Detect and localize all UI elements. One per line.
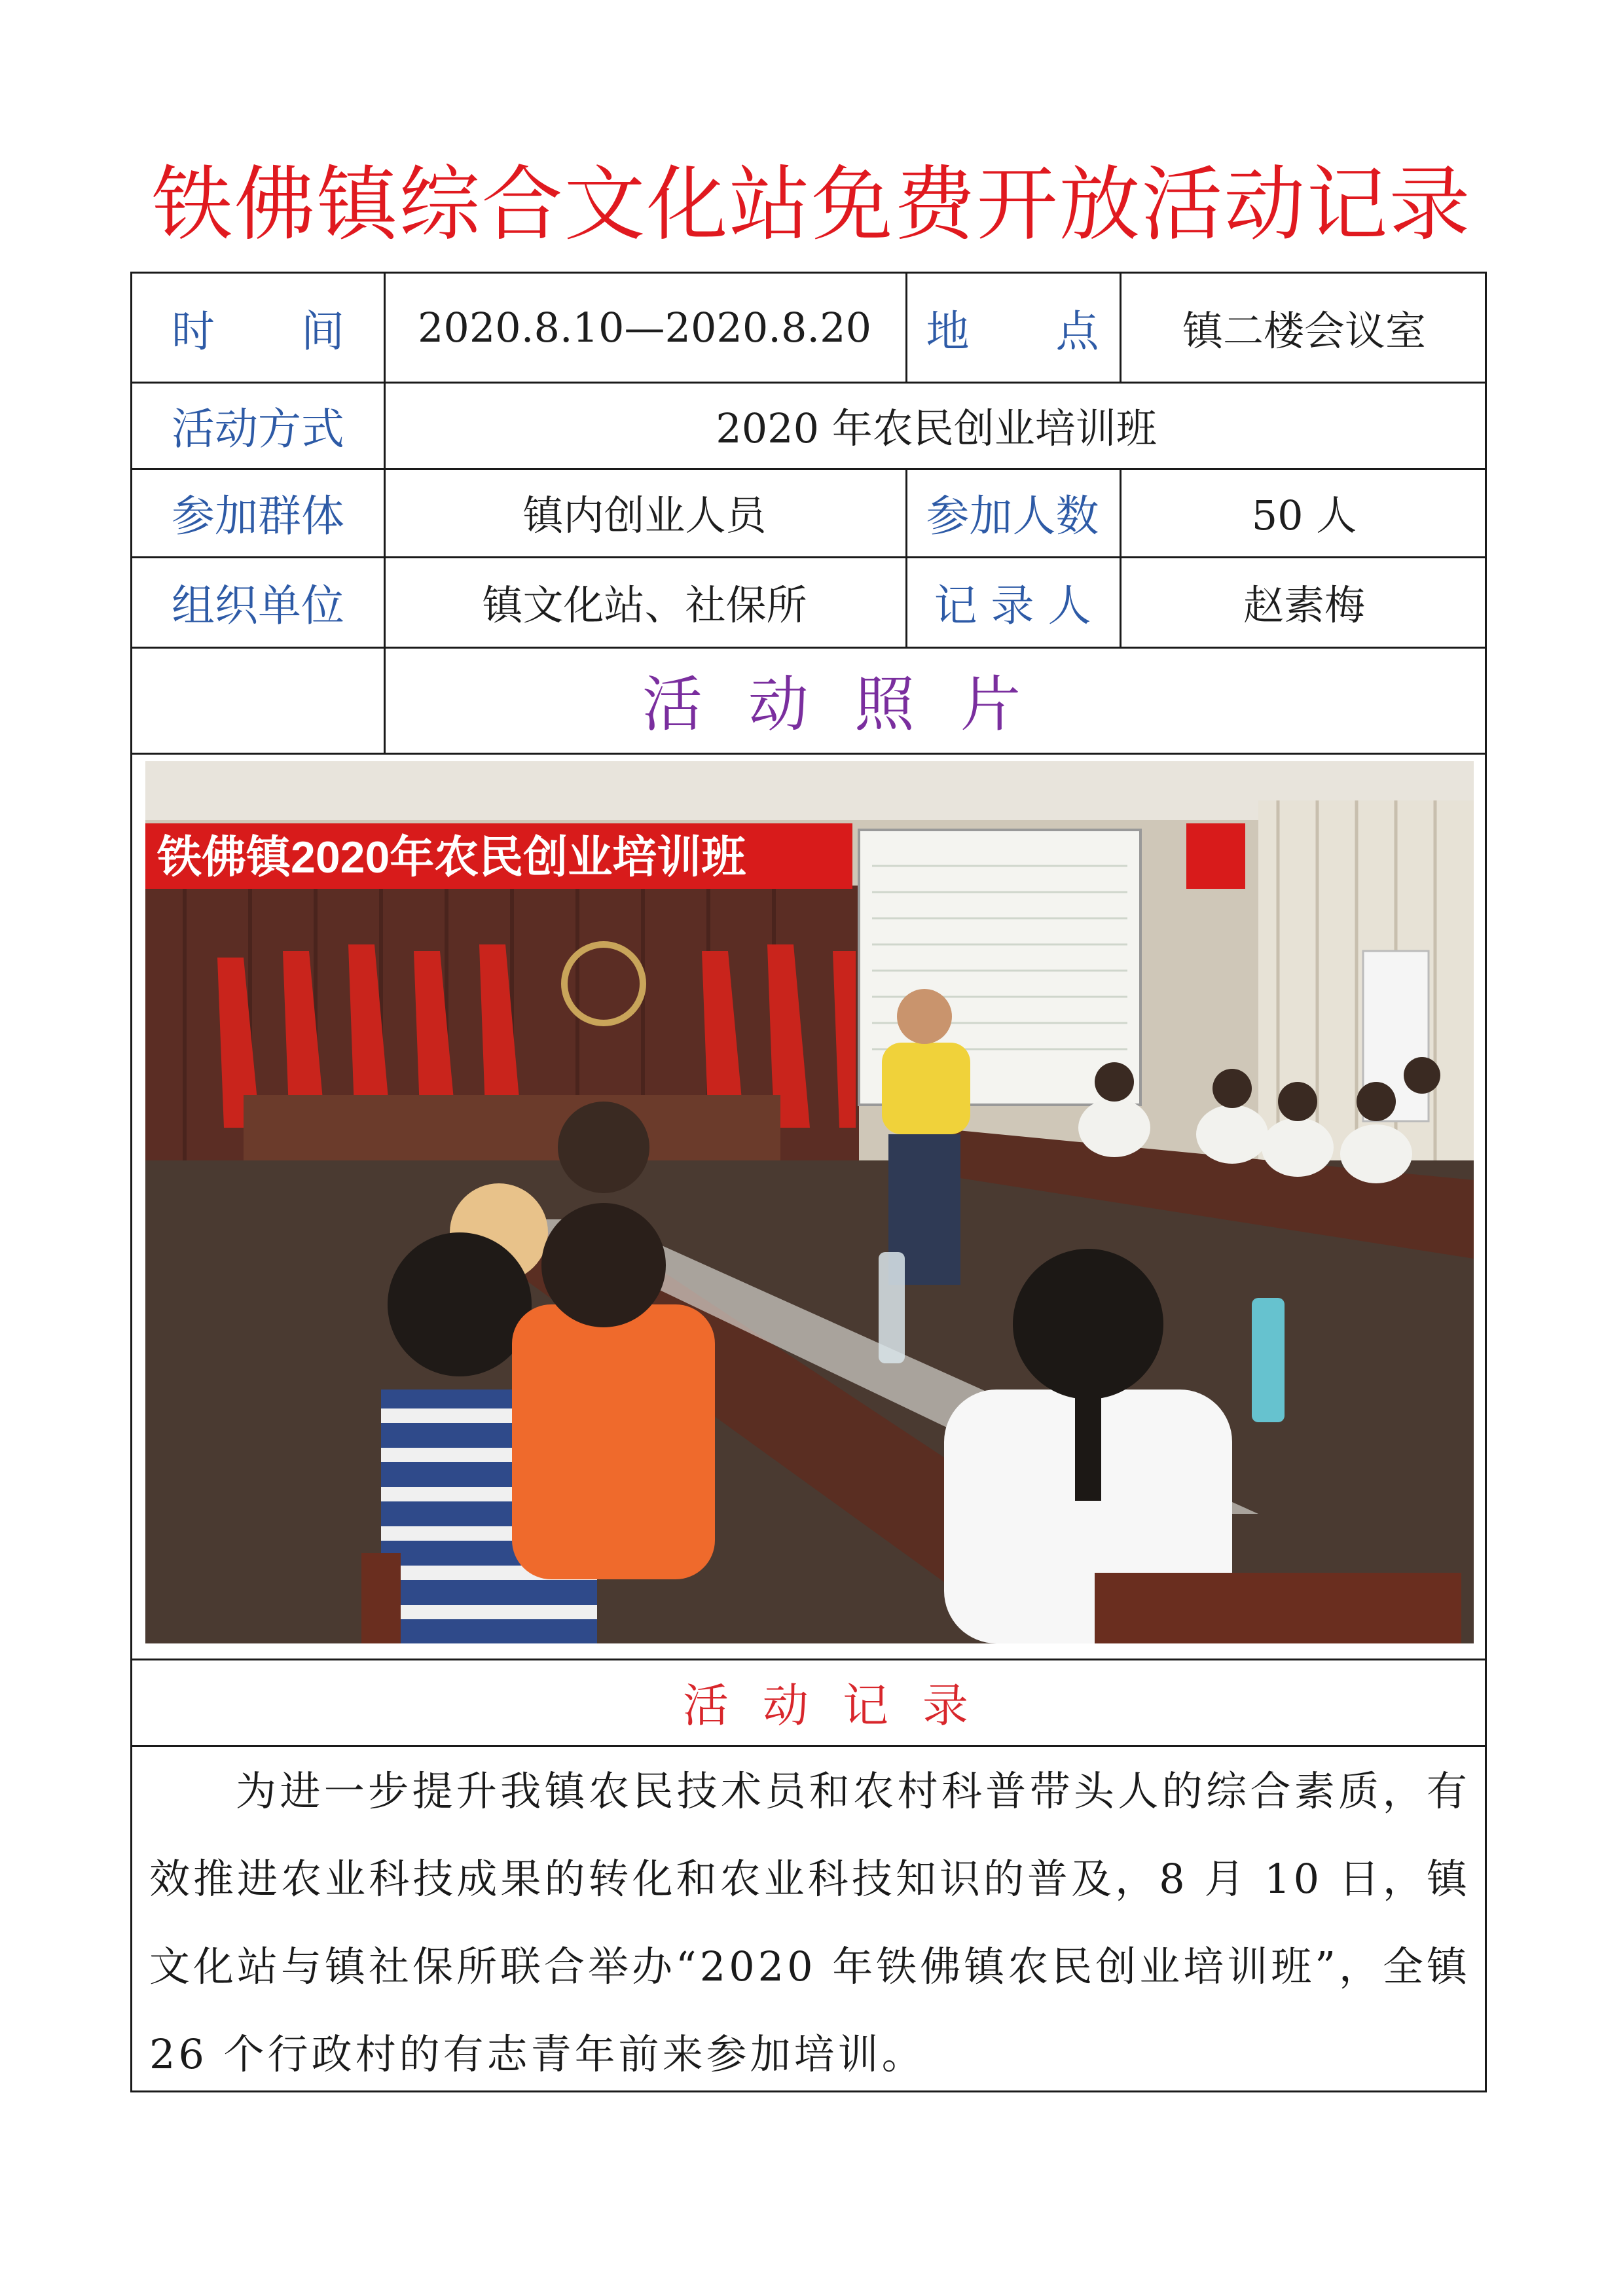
place-label: 地 点 xyxy=(926,306,1099,357)
mode-label: 活动方式 xyxy=(172,403,344,454)
count-value: 50 人 xyxy=(1251,492,1357,539)
time-label: 时 间 xyxy=(172,306,344,357)
group-value: 镇内创业人员 xyxy=(522,492,767,539)
activity-photo xyxy=(145,761,1474,1643)
place-value: 镇二楼会议室 xyxy=(1182,307,1426,355)
recorder-label: 记 录 人 xyxy=(934,580,1091,631)
org-label: 组织单位 xyxy=(172,580,344,631)
record-text: 为进一步提升我镇农民技术员和农村科普带头人的综合素质，有效推进农业科技成果的转化和农业科技知识的普及，8 月 10 日，镇文化站与镇社保所联合举办“2020 年铁佛镇农民创业培训班”，全镇 26 个行政村的有志青年前来参加培训。 xyxy=(149,1767,1470,2078)
page-title: 铁佛镇综合文化站免费开放活动记录 xyxy=(151,158,1472,252)
record-section-title: 活动记录 xyxy=(683,1678,1002,1732)
table-rule xyxy=(132,753,1485,755)
recorder-value: 赵素梅 xyxy=(1243,581,1365,629)
table-rule xyxy=(132,1745,1485,1747)
photo-section-title: 活动照片 xyxy=(642,670,1067,740)
banner-text: 铁佛镇2020年农民创业培训班 xyxy=(157,833,746,882)
time-value: 2020.8.10—2020.8.20 xyxy=(417,304,872,351)
mode-value: 2020 年农民创业培训班 xyxy=(716,404,1157,452)
group-label: 参加群体 xyxy=(172,491,344,541)
count-label: 参加人数 xyxy=(926,491,1099,541)
org-value: 镇文化站、社保所 xyxy=(482,581,807,629)
